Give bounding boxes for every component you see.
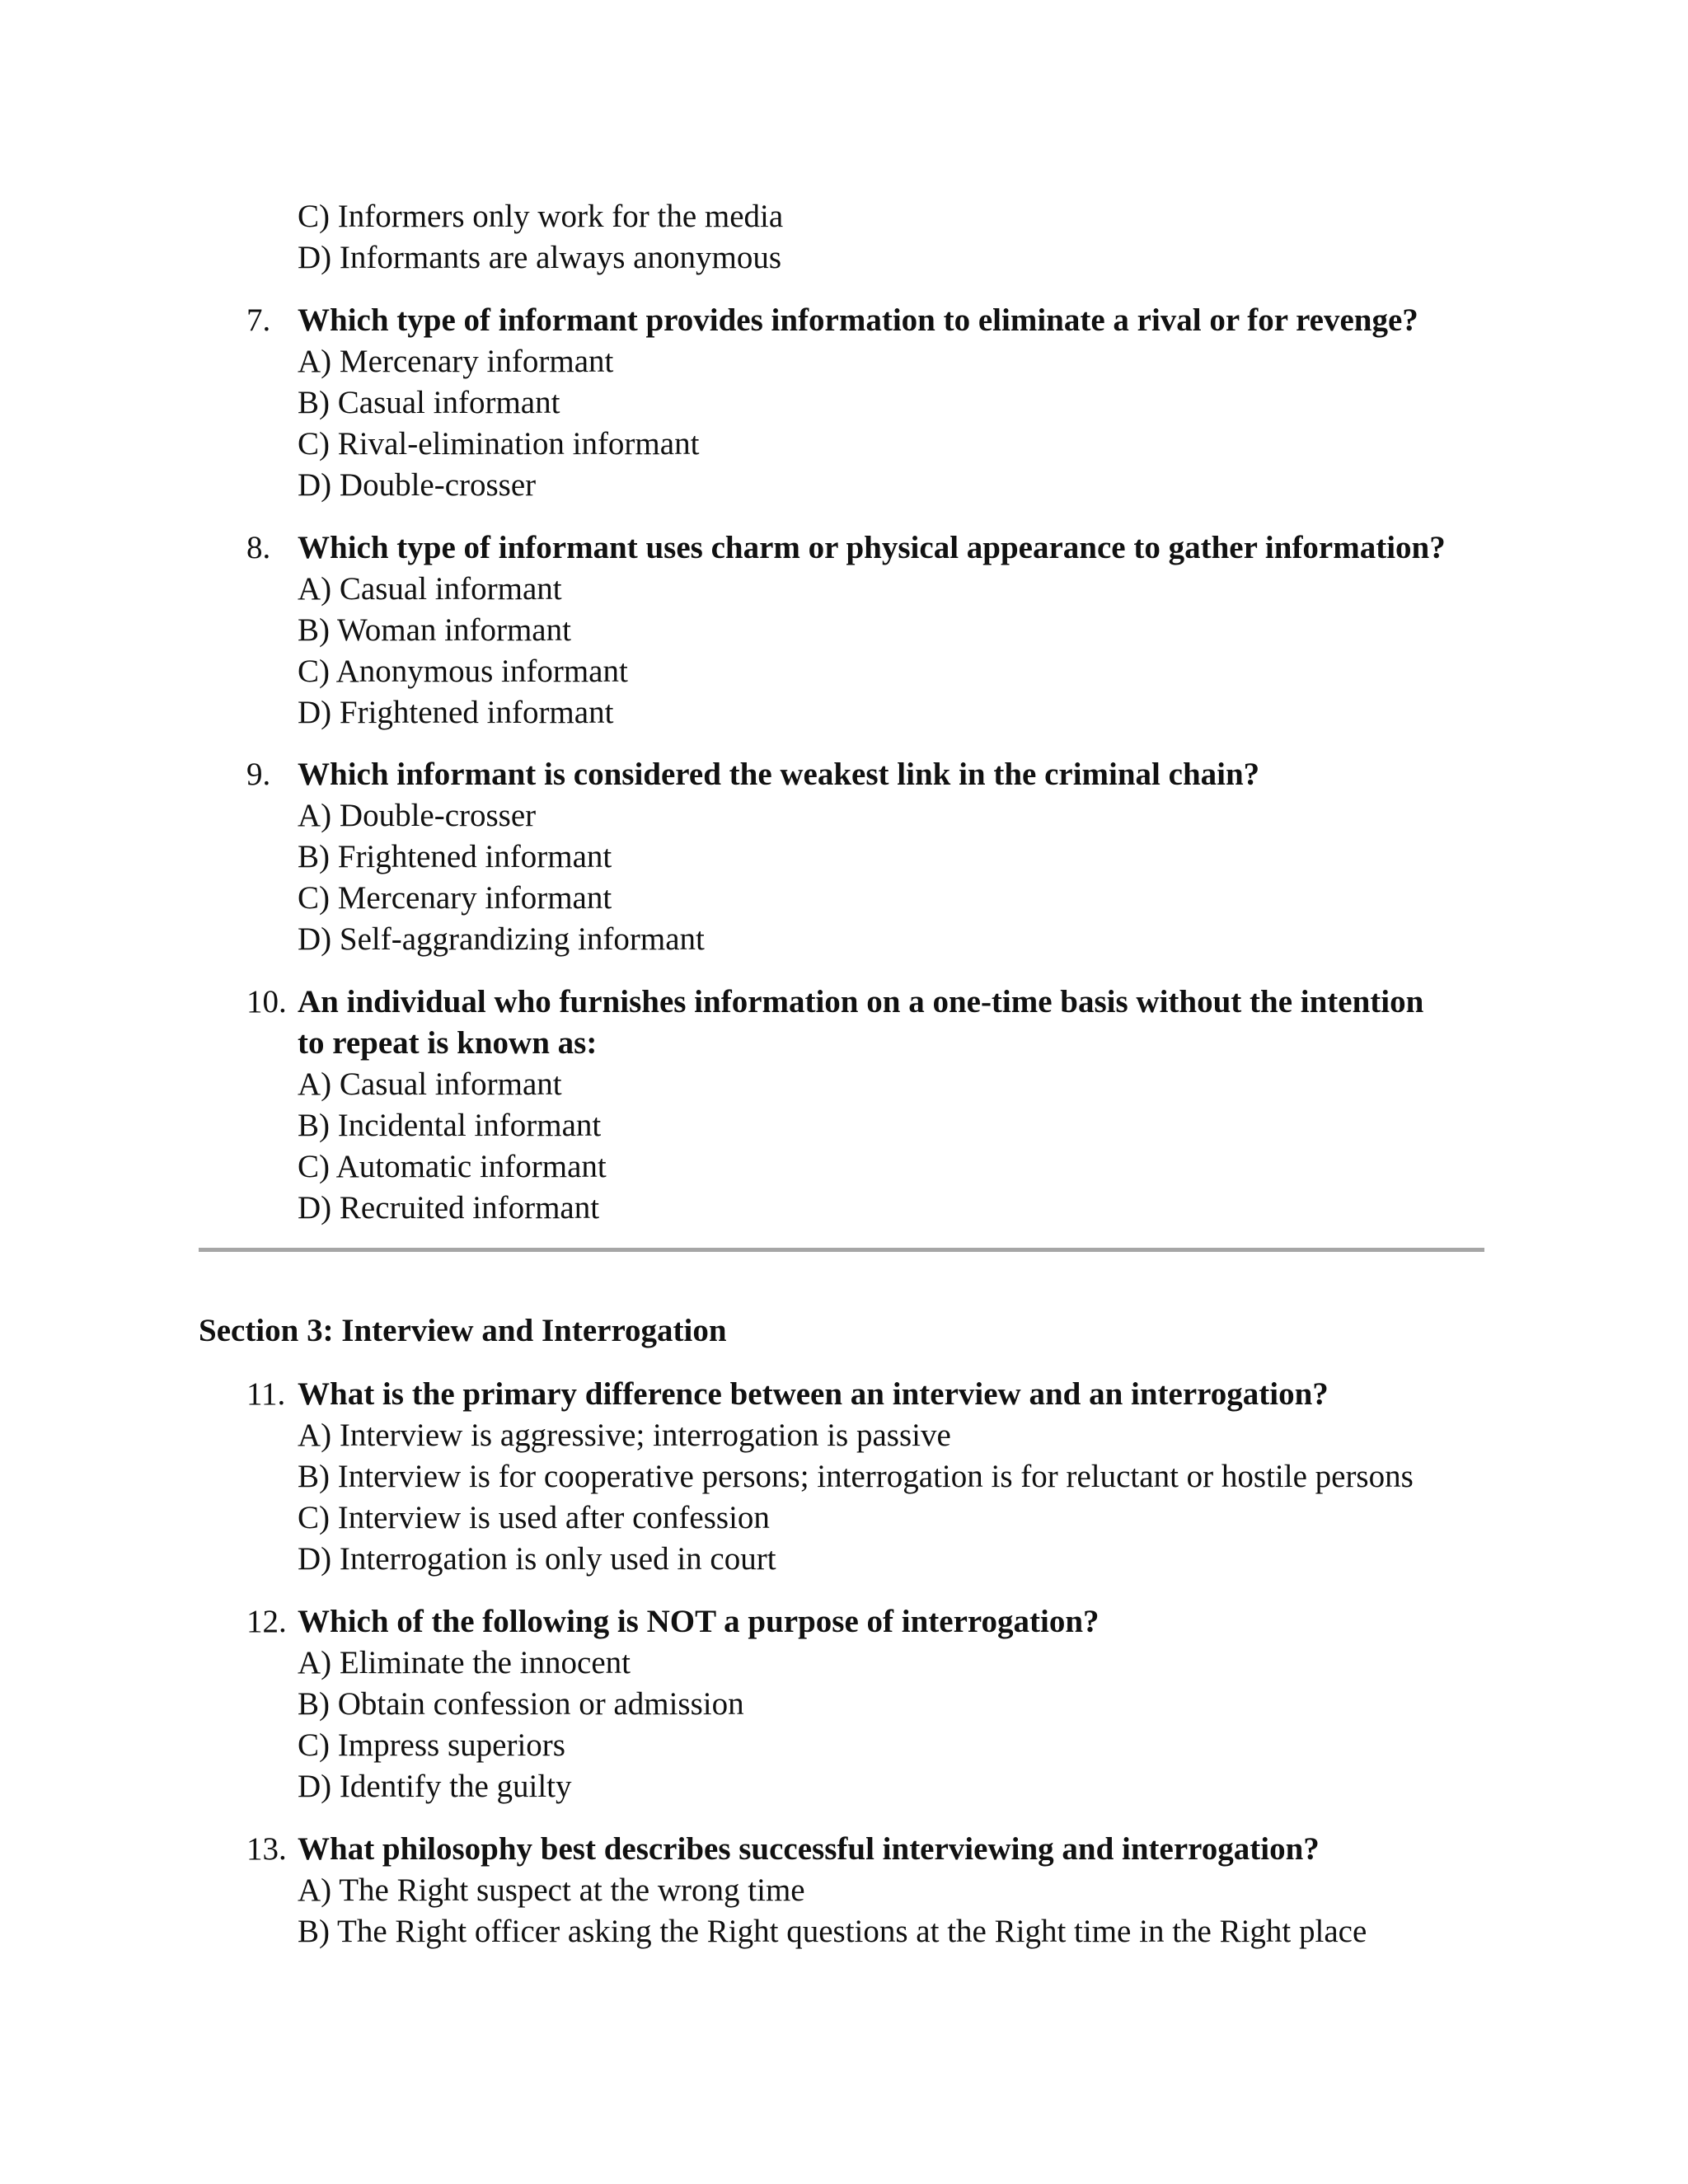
option-q11-b: B) Interview is for cooperative persons; interrogation is for reluctant or hostile persons bbox=[298, 1459, 1414, 1494]
option-q7-d: D) Double-crosser bbox=[298, 467, 537, 503]
question-13-text: What philosophy best describes successful interviewing and interrogation? bbox=[298, 1831, 1320, 1867]
option-q13-a: A) The Right suspect at the wrong time bbox=[298, 1872, 805, 1908]
option-q8-c: C) Anonymous informant bbox=[298, 654, 628, 689]
question-12-number: 12. bbox=[246, 1604, 287, 1639]
question-7-text: Which type of informant provides information to eliminate a rival or for revenge? bbox=[298, 302, 1418, 338]
option-q12-a: A) Eliminate the innocent bbox=[298, 1645, 631, 1680]
option-q12-d: D) Identify the guilty bbox=[298, 1769, 572, 1804]
option-q10-b: B) Incidental informant bbox=[298, 1108, 602, 1143]
option-q9-b: B) Frightened informant bbox=[298, 839, 612, 874]
option-q6-d: D) Informants are always anonymous bbox=[298, 240, 781, 275]
option-q8-d: D) Frightened informant bbox=[298, 695, 614, 730]
option-q11-d: D) Interrogation is only used in court bbox=[298, 1541, 776, 1577]
option-q7-a: A) Mercenary informant bbox=[298, 344, 614, 379]
option-q12-b: B) Obtain confession or admission bbox=[298, 1686, 744, 1722]
option-q7-b: B) Casual informant bbox=[298, 385, 560, 420]
question-7-number: 7. bbox=[246, 302, 271, 338]
option-q6-c: C) Informers only work for the media bbox=[298, 199, 784, 234]
option-q8-b: B) Woman informant bbox=[298, 612, 571, 648]
question-12-text: Which of the following is NOT a purpose of interrogation? bbox=[298, 1604, 1100, 1639]
question-10-number: 10. bbox=[246, 984, 287, 1019]
option-q9-a: A) Double-crosser bbox=[298, 798, 537, 833]
option-q10-c: C) Automatic informant bbox=[298, 1149, 607, 1184]
option-q11-a: A) Interview is aggressive; interrogation is passive bbox=[298, 1418, 951, 1453]
section-divider bbox=[199, 1248, 1484, 1252]
option-q12-c: C) Impress superiors bbox=[298, 1727, 565, 1763]
question-11-text: What is the primary difference between an interview and an interrogation? bbox=[298, 1376, 1329, 1412]
option-q9-d: D) Self-aggrandizing informant bbox=[298, 921, 705, 957]
option-q10-a: A) Casual informant bbox=[298, 1066, 562, 1102]
question-9-text: Which informant is considered the weakest link in the criminal chain? bbox=[298, 757, 1260, 792]
option-q13-b: B) The Right officer asking the Right questions at the Right time in the Right place bbox=[298, 1914, 1367, 1949]
question-8-number: 8. bbox=[246, 530, 271, 565]
option-q8-a: A) Casual informant bbox=[298, 571, 562, 607]
question-13-number: 13. bbox=[246, 1831, 287, 1867]
question-10-text-line2: to repeat is known as: bbox=[298, 1025, 598, 1061]
question-11-number: 11. bbox=[246, 1376, 286, 1412]
option-q10-d: D) Recruited informant bbox=[298, 1190, 600, 1226]
question-10-text-line1: An individual who furnishes information on a one-time basis without the intention bbox=[298, 984, 1424, 1019]
section-3-heading: Section 3: Interview and Interrogation bbox=[199, 1313, 727, 1348]
option-q7-c: C) Rival-elimination informant bbox=[298, 426, 700, 462]
question-9-number: 9. bbox=[246, 757, 271, 792]
option-q11-c: C) Interview is used after confession bbox=[298, 1500, 770, 1535]
question-8-text: Which type of informant uses charm or physical appearance to gather information? bbox=[298, 530, 1446, 565]
option-q9-c: C) Mercenary informant bbox=[298, 880, 612, 916]
